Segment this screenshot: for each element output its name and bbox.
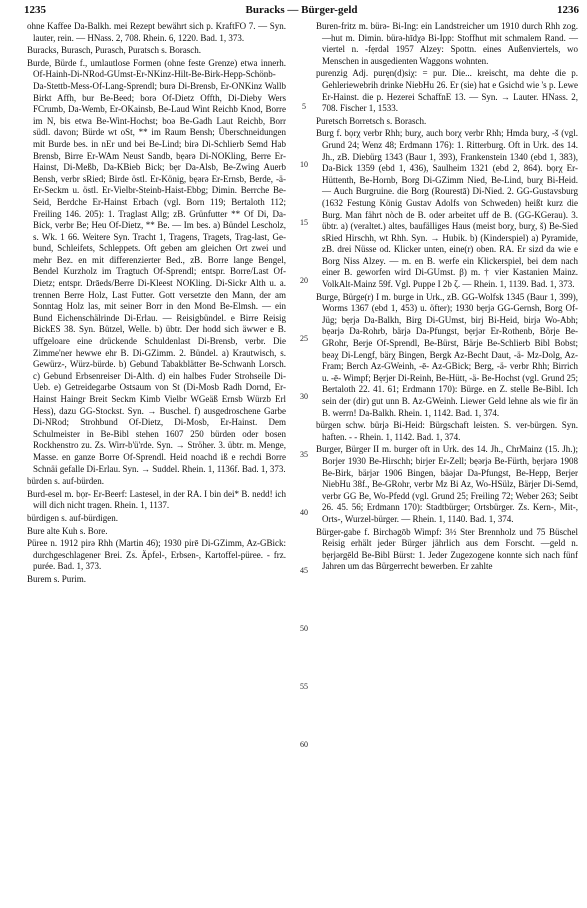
line-number: 30 [300, 392, 308, 401]
entry: Burge, Bürge(r) I m. burge in Urk., zB. GG-Wolfsk 1345 (Baur 1, 399), Worms 1367 (ebd 1, 453) u. öfter); 1930 bẹrjə GG-Gernsh, Borg Of-Jüg; bẹrjə Da-Balkh, Birg Di-GUmst, birj Bi-Heid, birjə Wo-Abh; bẹərjə Da-Rohrb, bärjə Da-Pfungst, bẹrjər Er-Rothenb, Börje Be-GRohr, Berje Of-Sprendl, Be-Bürst, Bärje Be-Schlierb Bibl Bobst; beəχ Di-Lengf, bärχ Bingen, Bergk Az-Becht Daut, -ä- Mz-Dolg, Az-Fram; Berch Az-GWeinh, -ē- Az-GBick; Berg, -ä- verbr Rhh; Birrich u. -ē- Wimpf; Bẹrjer Di-Reinh, Be-Hütt, -ä- Be-Hochst (vgl. Grund 25; Bertaloth 22. 41. 61; Erdmann 170): Bürge. en Z. stelle Be-Bibl. Ich sein der (dir) gut unn B. Az-GWeinh. Liewer Geld lehne als wie fir än B. werrn! Da-Balkh. Rhein. 1, 1142. Bad. 1, 374. [316, 291, 578, 418]
left-column [27, 21, 286, 587]
entry: Burem s. Purim. [27, 573, 87, 584]
page-number-left: 1235 [24, 4, 46, 16]
entry: Buracks, Burasch, Purasch, Puratsch s. Borasch. [27, 45, 201, 56]
page-number-right: 1236 [557, 4, 579, 16]
line-number: 55 [300, 682, 308, 691]
entry: bürdigen s. auf-bürdigen. [27, 512, 118, 523]
entry: Puretsch Borretsch s. Borasch. [316, 115, 427, 126]
entry: Buren-fritz m. bürə- Bi-Ing: ein Landstreicher um 1910 durch Rhh zog. —hut m. Dimin. bürə-hīdχə Bi-Ipp: Stoffhut mit schmalem Rand. —viertel n. -fẹrdəl 1957 Alzey: Spottn. eines Außenviertels, wo Menschen in ausgedienten Waggons wohnten. [316, 21, 578, 66]
entry: bürden s. auf-bürden. [27, 476, 104, 487]
line-number: 60 [300, 740, 308, 749]
entry: purenzig Adj. puręn(d)siχ: = pur. Die... kreischt, ma dehte die p. Gehleriewebrih drinke NiebHu 26. Er (sie) hat e Gsichd wie 's p. Lewe Er-Hainst. die p. Hezerei SchaffnE 13. — Syn. → Lauter. HNass. 2, 708. Fischer 1, 1533. [316, 68, 578, 114]
line-number: 5 [302, 102, 306, 111]
entry: bürgen schw. bürjə Bi-Heid: Bürgschaft leisten. S. ver-bürgen. Syn. haften. - - Rhein. 1, 1142. Bad. 1, 374. [316, 420, 578, 442]
line-number: 35 [300, 450, 308, 459]
entry: ohne Kaffee Da-Balkh. mei Rezept bewährt sich p. KraftFO 7. — Syn. lauter, rein. — HNass. 2, 708. Rhein. 6, 1220. Bad. 1, 373. [27, 21, 286, 43]
entry: Bure alte Kuh s. Bore. [27, 525, 108, 536]
line-number: 45 [300, 566, 308, 575]
entry: Burde, Bürde f., umlautlose Formen (ohne feste Grenze) etwa innerh. Of-Hainh-Di-NRod-GUmst-Er-NKinz-Hilt-Be-Birk-Hepp-Schönb-Da-Stettb-Mess-Of-Lang-Sprendl; burə Di-Brensb, Er-ONKinz Wallb Birkt Affh, bur Be-Beed; borə Of-Dietz Offth, Di-Dieby Wers FCrumb, Da-Wemb, Er-OKainsb, Be-Laud Wint Reichb Knod, Borre im N, bis etwa Be-Wint-Hochst; boə Be-Gadh Laut Reichb, Borr südl. davon; Bürde wt oSt, ** im Raum Bensh; Überschneidungen mit Burde bes. in nEr und bei Be-Lind; birə Di-Schlierb Semd Hab Brensb, Birre Er-WAm Neust Sandb, bẹərə Di-NOKling, Berre Er-Hainst, Di-Meßb, Da-KBieb Bick; bẹr Da-Alsb, Be-Zwing Auerb Bensh, verbr sRied; Birde östl. Er-König, bẹərə Er-Ernsb, Berde, -ä- Er-Seckm u. östl. Er-Vielbr-Steinb-Haist-Ebbg; Dimin. Berrche Be-Seid, Berdche Er-Hainst Erbach (vgl. Born 119; Bertaloth 112; Freiling 146. 205): 1. Traglast Allg; zB. Grünfutter ** Of Di, Da-Bick, verbr Be; Heu Of-Dietz, ** Be. — Im bes. a) Bündel Lescholz, s. Wk. 1 66. Weitere Syn. Tracht 1, Tragens, Tragets, Trag-last, Ge-bund, Schleifets, Schleppets. Oft geben am gleichen Ort zwei und mehr Bez. en mit differenzierter Bed., zB. Borre lange Bengel, Bendel Kurzholz im Tragtuch Of-Sprendl; entspr. Borre/Last Of-Dietz; entspr. Drāeds/Berre Di-Kleest NOKling. Di-Sickr Alth u. a. trennen Berre Holz, Last Futter. Gott versetzte den Mann, der am Sonntag Holz las, mit seiner Borr in den Mond Be-Elmsh. — ein Bund Eichenschälrinde Di-Erlau. — Reisigbündel. e Birre Reisig BickES 38. Syn. Bützel, Welle. b) übtr. Der hodd sich äwwer e B. uffgeloare eine drückende Schuldenlast Di-Brensb, verbr. Die Zimme'ner hewwe ehr B. Di-GZimm. 2. Bündel. a) Krautwisch, s. Gewürz-, Würz-bürde. b) Gebund Tabakblätter Be-Schwanh Lorsch. c) Gebund Erbsenreiser Di-Alth. d) ein halbes Fuder Strohseile Di-Ueb. e) Getreidegarbe Ostsaum von St (Di-Mosb Radh Dornd, Er-Hainst Haingr Breit Seckm Kimb Vielbr WGeäß Ernsb Würzb Erl Hess), dazu GG-Stockst. Syn. → Buschel. f) ausgedroschene Garbe Di-NRod; Strohbund Of-Dietz, Di-Mosb, Er-Hainst. Dem Schulmeister in Be-Bibl stehen 1607 250 bürden oder bosen Rockhenstro zu. Zs. Wirr-b'ü'rde. Syn. → Ströher. 3. übtr. m. Menge, Masse. en ganze Borre Of-Sprendl. Heid noachd iß e rechdi Borre Schnäi gefalle Di-Erlau. Syn. → Suddel. Rhein. 1, 1136f. Bad. 1, 373. [27, 57, 286, 474]
line-number: 20 [300, 276, 308, 285]
line-number: 15 [300, 218, 308, 227]
entry: Bürger-gabe f. Birchəgōb Wimpf: 3½ Ster Brennholz und 75 Büschel Reisig erhält jeder Bürger jährlich aus dem Forscht. —geld n. bẹrjərgēld Be-Bibl Bürst: 1. Jeder Zugezogene konnte sich nach fünf Jahren um das Bürgerrecht bewerben. Er zahlte [316, 526, 578, 572]
line-number: 50 [300, 624, 308, 633]
line-number: 25 [300, 334, 308, 343]
entry: Burger, Bürger II m. burger oft in Urk. des 14. Jh., ChrMainz (15. Jh.); Borjer 1930 Be-Hirschh; birjer Er-Zell; bẹərjə Be-Fürth, bẹrjərə 1908 Be-Birk, bärjər 1906 Bingen, bäəjər Da-Pfungst, Be-Hepp, Berjer NiebHu 38f., Be-GRohr, verbr Mz Bi Az, Wo-HSülz, Bärjer Di-Semd, verbr GG Be, Wo-Pfedd (vgl. Grund 25; Freiling 72; Weber 263; Seibt 26. 45. 56; Erdmann 170): Stadtbürger; Ortsbürger. Zs. Kern-, Mit-, Orts-, Wurzel-bürger. — Rhein. 1, 1140. Bad. 1, 374. [316, 444, 578, 524]
right-column [316, 21, 578, 574]
line-number: 10 [300, 160, 308, 169]
entry: Burg f. bọrχ verbr Rhh; burχ, auch borχ verbr Rhh; Hmda burχ, -š (vgl. Grund 24; Wenz 48; Erdmann 176): 1. Ritterburg. Oft in Urk. des 14. Jh., zB. Diebürg 1343 (Baur 1, 393), Frankenstein 1340 (ebd 1, 383), Da-Bick 1359 (ebd 1, 436), Saulheim 1321 (ebd 2, 864). bọrχ Er-Hüttenth, Be-Hornb, Borg Di-GZimm Nied, Be-Lind, burχ Bi-Heid. — Auch Burgruine. die Borg (Rourestā) Di-Nied. 2. GG-Gustavsburg (1632 Festung König Gustav Adolfs von Schweden) heißt kurz die Burg. Man fährt nòch de B. oder arbeitet uff de B. (GG-KGerau). 3. übtr. a) (veraltet.) altes, baufälliges Haus (meist borχ, burχ, š) Be-Sied sRied Hirschh, wt Rhh. Syn. → Hubik. b) (Kinderspiel) a) Pyramide, zB. drei Nüsse od. Klicker unten, eine(r) oben. RA. Er sizd da wie e Borg Niss Alzey. — m. en B. werfe ein Klickerspiel, bei dem nach einer B. geworfen wird Di-GUmst. β) m. † vier Kastanien Mainz. VolkAlt-Mainz 59f. Vgl. Puppe I 2b ζ. — Rhein. 1, 1139. Bad. 1, 373. [316, 128, 578, 290]
entry: Burd-esel m. bọr- Er-Beerf: Lastesel, in der RA. I bin dei* B. nedd! ich will dich nicht tragen. Rhein. 1, 1137. [27, 488, 286, 511]
running-title: Buracks — Bürger-geld [245, 4, 358, 16]
line-number: 40 [300, 508, 308, 517]
page-header [24, 4, 579, 20]
entry: Püree n. 1912 pirə Rhh (Martin 46); 1930 pirē Di-GZimm, Az-GBick: durchgeschlagener Brei. Zs. Äpfel-, Erbsen-, Kartoffel-püree. - frz. purée. Bad. 1, 373. [27, 538, 286, 572]
